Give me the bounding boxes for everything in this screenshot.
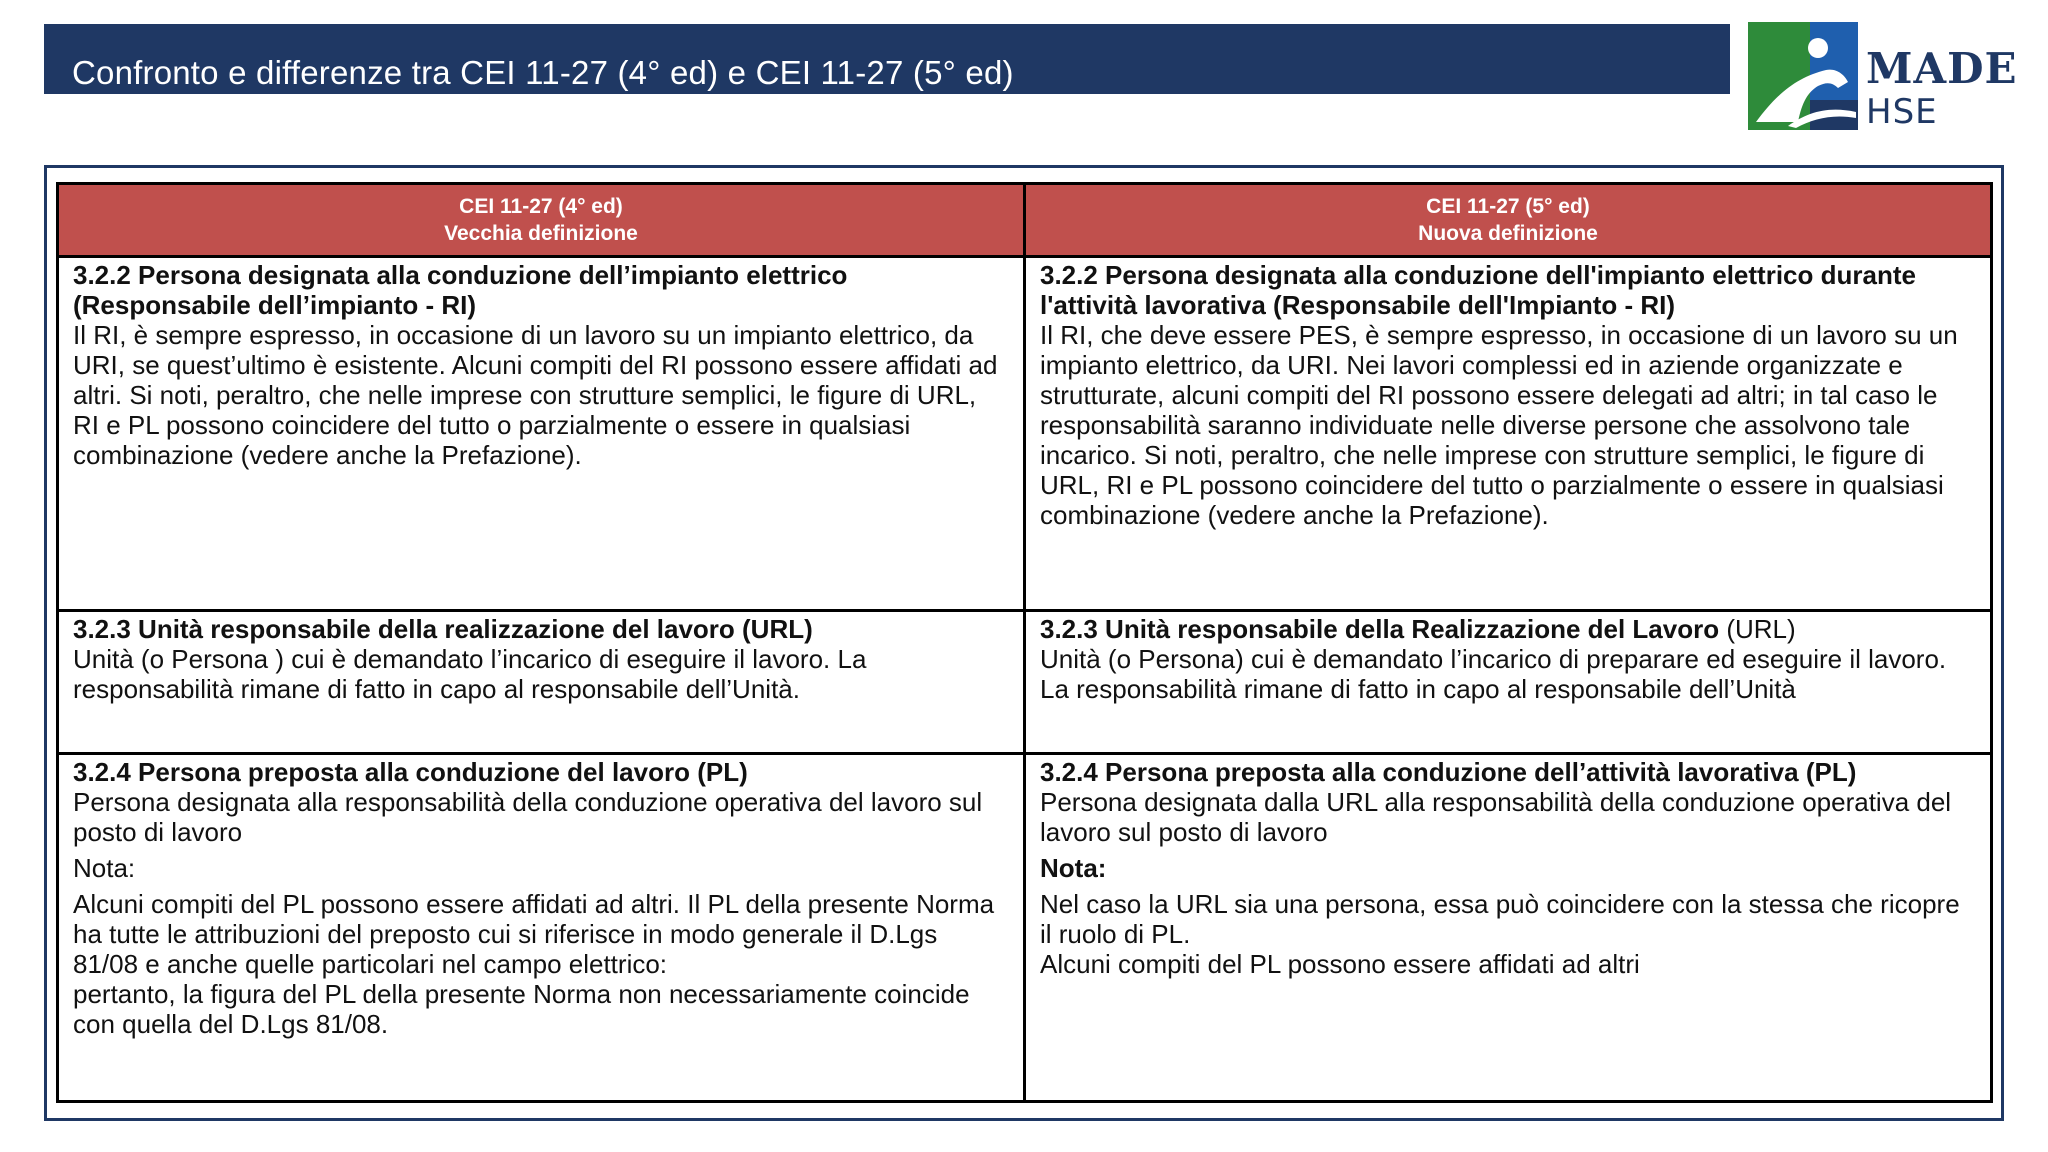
- column-header-old-edition: CEI 11-27 (4° ed): [459, 195, 623, 218]
- definition-title-line: [1040, 614, 1976, 644]
- column-header-new: [1025, 184, 1992, 257]
- definition-body: Il RI, è sempre espresso, in occasione di un lavoro su un impianto elettrico, da URI, se quest’ultimo è esistente. Alcuni compiti del RI possono essere affidati ad altri. Si noti, peraltro, che nelle imprese con strutture semplici, le figure di URL, RI e PL possono coincidere del tutto o parzialmente o essere in qualsiasi combinazione (vedere anche la Prefazione).: [73, 320, 998, 470]
- note-body-continued: Alcuni compiti del PL possono essere affidati ad altri: [1040, 949, 1640, 979]
- cell-new-definition: [1025, 611, 1992, 754]
- column-header-new-edition: CEI 11-27 (5° ed): [1426, 195, 1590, 218]
- definition-body: Persona designata alla responsabilità della conduzione operativa del lavoro sul posto di lavoro: [73, 787, 983, 847]
- column-header-old-subtitle: Vecchia definizione: [444, 222, 638, 245]
- definition-title: 3.2.4 Persona preposta alla conduzione del lavoro (PL): [73, 757, 748, 787]
- logo-mark-icon: [1748, 22, 1858, 130]
- logo-text-made: MADE: [1866, 44, 2018, 93]
- definition-title-suffix: (URL): [1719, 614, 1796, 644]
- column-header-old: [58, 184, 1025, 257]
- column-header-new-subtitle: Nuova definizione: [1418, 222, 1598, 245]
- note-body-continued: pertanto, la figura del PL della presente Norma non necessariamente coincide con quella del D.Lgs 81/08.: [73, 979, 970, 1039]
- definition-body: Il RI, che deve essere PES, è sempre espresso, in occasione di un lavoro su un impianto elettrico, da URI. Nei lavori complessi ed in aziende organizzate e strutturate, alcuni compiti del RI possono essere delegati ad altri; in tal caso le responsabilità saranno individuate nelle diverse persone che assolvono tale incarico. Si noti, peraltro, che nelle imprese con strutture semplici, le figure di URL, RI e PL possono coincidere del tutto o parzialmente o essere in qualsiasi combinazione (vedere anche la Prefazione).: [1040, 320, 1958, 530]
- cell-old-definition: [58, 611, 1025, 754]
- comparison-table: [56, 182, 1993, 1103]
- note-body: Alcuni compiti del PL possono essere affidati ad altri. Il PL della presente Norma ha tutte le attribuzioni del preposto cui si riferisce in modo generale il D.Lgs 81/08 e anche quelle particolari nel campo elettrico:: [73, 889, 995, 979]
- cell-old-definition: [58, 754, 1025, 1102]
- cell-new-definition: [1025, 257, 1992, 611]
- cell-new-definition: [1025, 754, 1992, 1102]
- note-label: Nota:: [1040, 853, 1107, 883]
- definition-title: 3.2.2 Persona designata alla conduzione dell'impianto elettrico durante l'attività lavorativa (Responsabile dell'Impianto - RI): [1040, 260, 1916, 320]
- table-row: [58, 257, 1992, 611]
- definition-title: 3.2.2 Persona designata alla conduzione dell’impianto elettrico (Responsabile dell’impianto - RI): [73, 260, 848, 320]
- note-label: Nota:: [73, 853, 136, 883]
- table-row: [58, 754, 1992, 1102]
- definition-title: 3.2.3 Unità responsabile della realizzazione del lavoro (URL): [73, 614, 813, 644]
- title-bar: [44, 24, 1730, 94]
- made-hse-logo: [1748, 22, 2018, 132]
- definition-body: Unità (o Persona) cui è demandato l’incarico di preparare ed eseguire il lavoro. La responsabilità rimane di fatto in capo al responsabile dell’Unità: [1040, 644, 1947, 704]
- table-row: [58, 611, 1992, 754]
- note-body: Nel caso la URL sia una persona, essa può coincidere con la stessa che ricopre il ruolo di PL.: [1040, 889, 1960, 949]
- definition-body: Unità (o Persona ) cui è demandato l’incarico di eseguire il lavoro. La responsabilità rimane di fatto in capo al responsabile dell’Unità.: [73, 644, 867, 704]
- definition-title: 3.2.4 Persona preposta alla conduzione dell’attività lavorativa (PL): [1040, 757, 1857, 787]
- cell-old-definition: [58, 257, 1025, 611]
- definition-title: 3.2.3 Unità responsabile della Realizzazione del Lavoro: [1040, 614, 1720, 644]
- table-header-row: [58, 184, 1992, 257]
- definition-body: Persona designata dalla URL alla responsabilità della conduzione operativa del lavoro sul posto di lavoro: [1040, 787, 1952, 847]
- page-title: Confronto e differenze tra CEI 11-27 (4° ed) e CEI 11-27 (5° ed): [72, 54, 1014, 91]
- logo-text-hse: HSE: [1866, 92, 1938, 132]
